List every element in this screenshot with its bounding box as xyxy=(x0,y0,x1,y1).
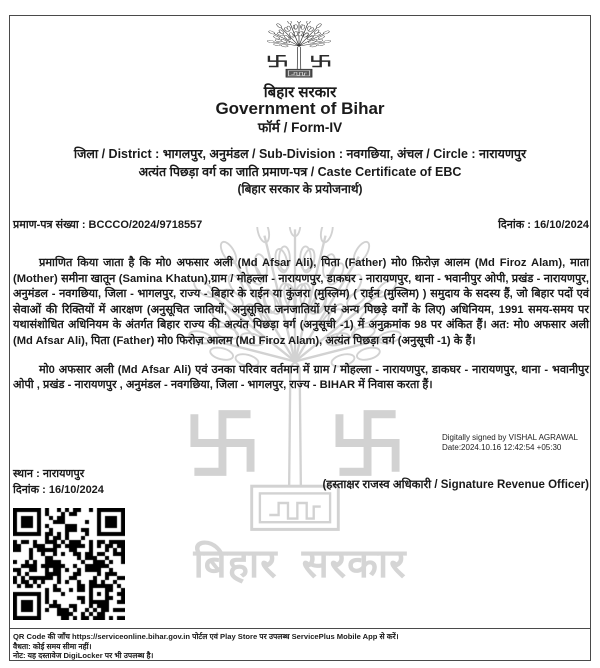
header-state-hindi: बिहार सरकार xyxy=(263,84,337,101)
certificate-title: अत्यंत पिछड़ा वर्ग का जाति प्रमाण-पत्र / Caste Certificate of EBC xyxy=(138,165,462,179)
certification-paragraph: प्रमाणित किया जाता है कि मो0 अफसार अली (Md Afsar Ali), पिता (Father) मो0 फ़िरोज़ आलम (Md Firoz Alam), माता (Mother) समीना खातून (Samina Khatun),ग्राम / मोहल्ला - नारायणपुर, डाकघर - नारायणपुर, थाना - भवानीपुर ओपी, प्रखंड - नारायणपुर, अनुमंडल - नवगछिया, जिला - भागलपुर, राज्य - बिहार के राईन या कुंजरा (मुस्लिम) ( राईन (मुस्लिम) ) समुदाय के सदस्य हैं, जो बिहार पदों एवं सेवाओं की रिक्तियों में आरक्षण (अनुसूचित जातियों, अनुसूचित जनजातियों एवं अन्य पिछड़े वर्गों के लिए) अधिनियम, 1991 समय-समय पर यथासंशोधित अधिनियम के अंतर्गत बिहार राज्य की अत्यंत पिछड़ा वर्ग (अनुसूची -1) में अनुक्रमांक 98 पर अंकित हैं। अत: मो0 अफसार अली (Md Afsar Ali), पिता (Father) मो0 फिरोज़ आलम (Md Firoz Alam), अत्यंत पिछड़ा वर्ग (अनुसूची -1) के हैं। xyxy=(13,257,589,347)
digital-signature-stamp xyxy=(442,433,578,453)
purpose-line: (बिहार सरकार के प्रयोजनार्थ) xyxy=(237,182,363,196)
meta-row xyxy=(13,217,589,232)
footer-qr-note: QR Code की जाँच https://serviceonline.bihar.gov.in पोर्टल एवं Play Store पर उपलब्ध ServicePlus Mobile App से करें। xyxy=(13,632,399,641)
digital-signature-line2: Date:2024.10.16 12:42:54 +05:30 xyxy=(441,443,562,452)
footer-notes xyxy=(9,628,591,662)
issue-date: दिनांक : 16/10/2024 xyxy=(498,219,589,231)
footer-validity-note: वैधता: कोई समय सीमा नहीं। xyxy=(13,641,92,651)
district-subdivision-circle-line: जिला / District : भागलपुर, अनुमंडल / Sub-Division : नवगछिया, अंचल / Circle : नारायणपुर xyxy=(73,147,527,161)
place-line: स्थान : नारायणपुर xyxy=(13,468,85,480)
watermark-text: बिहार सरकार xyxy=(193,542,407,586)
certificate-body xyxy=(13,256,589,394)
qr-code xyxy=(13,508,125,620)
header-form-number: फॉर्म / Form-IV xyxy=(257,120,343,135)
header-state-english: Government of Bihar xyxy=(215,99,385,118)
digital-signature-line1: Digitally signed by VISHAL AGRAWAL xyxy=(441,433,578,442)
residence-paragraph: मो0 अफसार अली (Md Afsar Ali) एवं उनका परिवार वर्तमान में ग्राम / मोहल्ला - नारायणपुर, डाकघर - नारायणपुर, थाना - भवानीपुर ओपी , प्रखंड - नारायणपुर , अनुमंडल - नवगछिया, जिला - भागलपुर, राज्य - BIHAR में निवास करता हैं। xyxy=(13,363,589,392)
bihar-emblem-icon xyxy=(264,21,334,79)
certificate-number: प्रमाण-पत्र संख्या : BCCCO/2024/9718557 xyxy=(13,219,203,231)
place-date-block xyxy=(13,466,104,498)
footer-digilocker-note: नोट: यह दस्तावेज DigiLocker पर भी उपलब्ध है। xyxy=(13,651,154,661)
date-line: दिनांक : 16/10/2024 xyxy=(13,484,104,496)
signature-officer-caption: (हस्ताक्षर राजस्व अधिकारी / Signature Revenue Officer) xyxy=(322,479,589,491)
